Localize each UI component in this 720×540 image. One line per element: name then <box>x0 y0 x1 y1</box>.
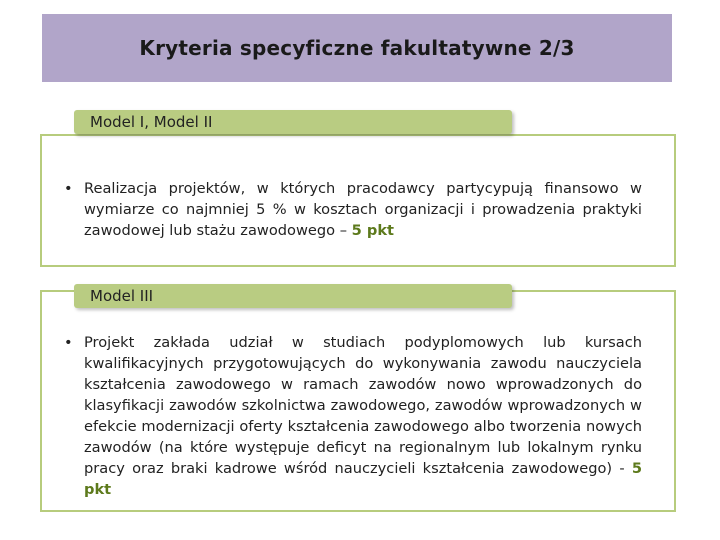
criterion-text: Realizacja projektów, w których pracodawcy partycypują finansowo w wymiarze co najmniej 5 % w kosztach organizacji i prowadzenia praktyki zawodowej lub stażu zawodowego – <box>84 180 642 239</box>
title-banner <box>42 14 672 82</box>
bullet-icon: • <box>64 334 73 351</box>
bullet-icon: • <box>64 180 73 197</box>
section-label-model-1-2: Model I, Model II <box>74 110 512 134</box>
section-label-model-3: Model III <box>74 284 512 308</box>
criterion-bullet-model-3 <box>64 332 642 500</box>
criterion-bullet-model-1-2 <box>64 178 642 241</box>
criterion-points: 5 pkt <box>351 222 395 239</box>
criterion-points: 5 pkt <box>84 460 642 498</box>
page-title: Kryteria specyficzne fakultatywne 2/3 <box>139 36 575 60</box>
criterion-text: Projekt zakłada udział w studiach podyplomowych lub kursach kwalifikacyjnych przygotowujących do wykonywania zawodu nauczyciela kształcenia zawodowego w ramach zawodów nowo wprowadzonych do klasyfikacji zawodów szkolnictwa zawodowego, zawodów wprowadzonych w efekcie modernizacji oferty kształcenia zawodowego albo tworzenia nowych zawodów (na które występuje deficyt na regionalnym lub lokalnym rynku pracy oraz braki kadrowe wśród nauczycieli kształcenia zawodowego) - <box>84 334 642 477</box>
